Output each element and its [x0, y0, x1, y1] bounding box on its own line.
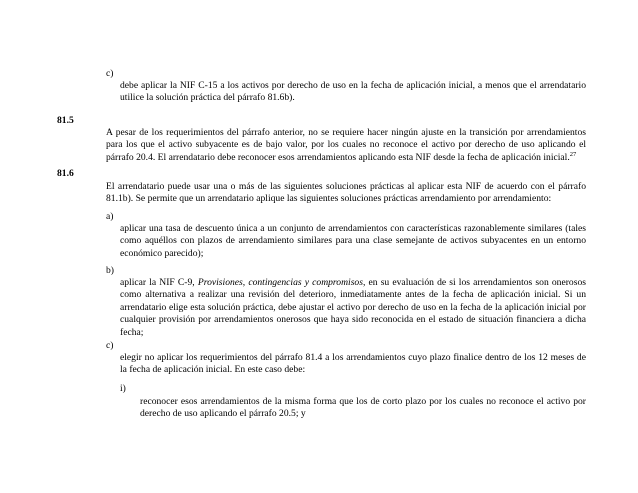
paragraph-81-6-text: El arrendatario puede usar una o más de las siguientes soluciones prácticas al aplicar esta NIF de acuerdo con el párrafo 81.1b). Se permite que un arrendatario aplique las siguientes soluciones prácticas arrendamiento por arrendamiento: — [106, 181, 586, 205]
paragraph-number-81-6: 81.6 — [57, 168, 74, 179]
subitem-i-label: i) — [120, 383, 126, 394]
paragraph-number-81-5: 81.5 — [57, 115, 74, 126]
item-b-text-pre: aplicar la NIF C-9, — [120, 277, 198, 288]
item-c-top-label: c) — [106, 68, 114, 79]
item-b-label: b) — [106, 265, 114, 276]
item-a-text: aplicar una tasa de descuento única a un conjunto de arrendamientos con características razonablemente similares (tales como aquéllos con plazos de arrendamiento similares para una clase semejante de activos subyacentes en un entorno económico parecido); — [120, 223, 586, 259]
footnote-ref-27[interactable]: 27 — [569, 150, 577, 158]
item-c-top-text: debe aplicar la NIF C-15 a los activos por derecho de uso en la fecha de aplicación inicial, a menos que el arrendatario utilice la solución práctica del párrafo 81.6b). — [120, 80, 586, 104]
subitem-i-text: reconocer esos arrendamientos de la misma forma que los de corto plazo por los cuales no reconoce el activo por derecho de uso aplicando el párrafo 20.5; y — [140, 396, 586, 420]
item-c-text: elegir no aplicar los requerimientos del párrafo 81.4 a los arrendamientos cuyo plazo finalice dentro de los 12 meses de la fecha de aplicación inicial. En este caso debe: — [120, 352, 586, 376]
paragraph-81-5-text — [106, 127, 586, 164]
item-b-text-post: , en su evaluación de si los arrendamientos son onerosos como alternativa a realizar una revisión del deterioro, inmediatamente antes de la fecha de aplicación inicial. Si un arrendatario elige esta solución práctica, debe ajustar el activo por derecho de uso en la fecha de la aplicación inicial por cualquier provisión por arrendamientos onerosos que haya sido reconocida en el estado de situación financiera a dicha fecha; — [120, 277, 586, 338]
item-c-label: c) — [106, 340, 114, 351]
item-b-text — [120, 277, 586, 339]
item-a-label: a) — [106, 211, 114, 222]
paragraph-81-5-body: A pesar de los requerimientos del párrafo anterior, no se requiere hacer ningún ajuste en la transición por arrendamientos para los que el activo subyacente es de bajo valor, por los cuales no reconoce el activo por derecho de uso aplicando el párrafo 20.4. El arrendatario debe reconocer esos arrendamientos aplicando esta NIF desde la fecha de aplicación inicial. — [106, 127, 586, 163]
item-b-text-italic: Provisiones, contingencias y compromisos — [197, 277, 363, 288]
